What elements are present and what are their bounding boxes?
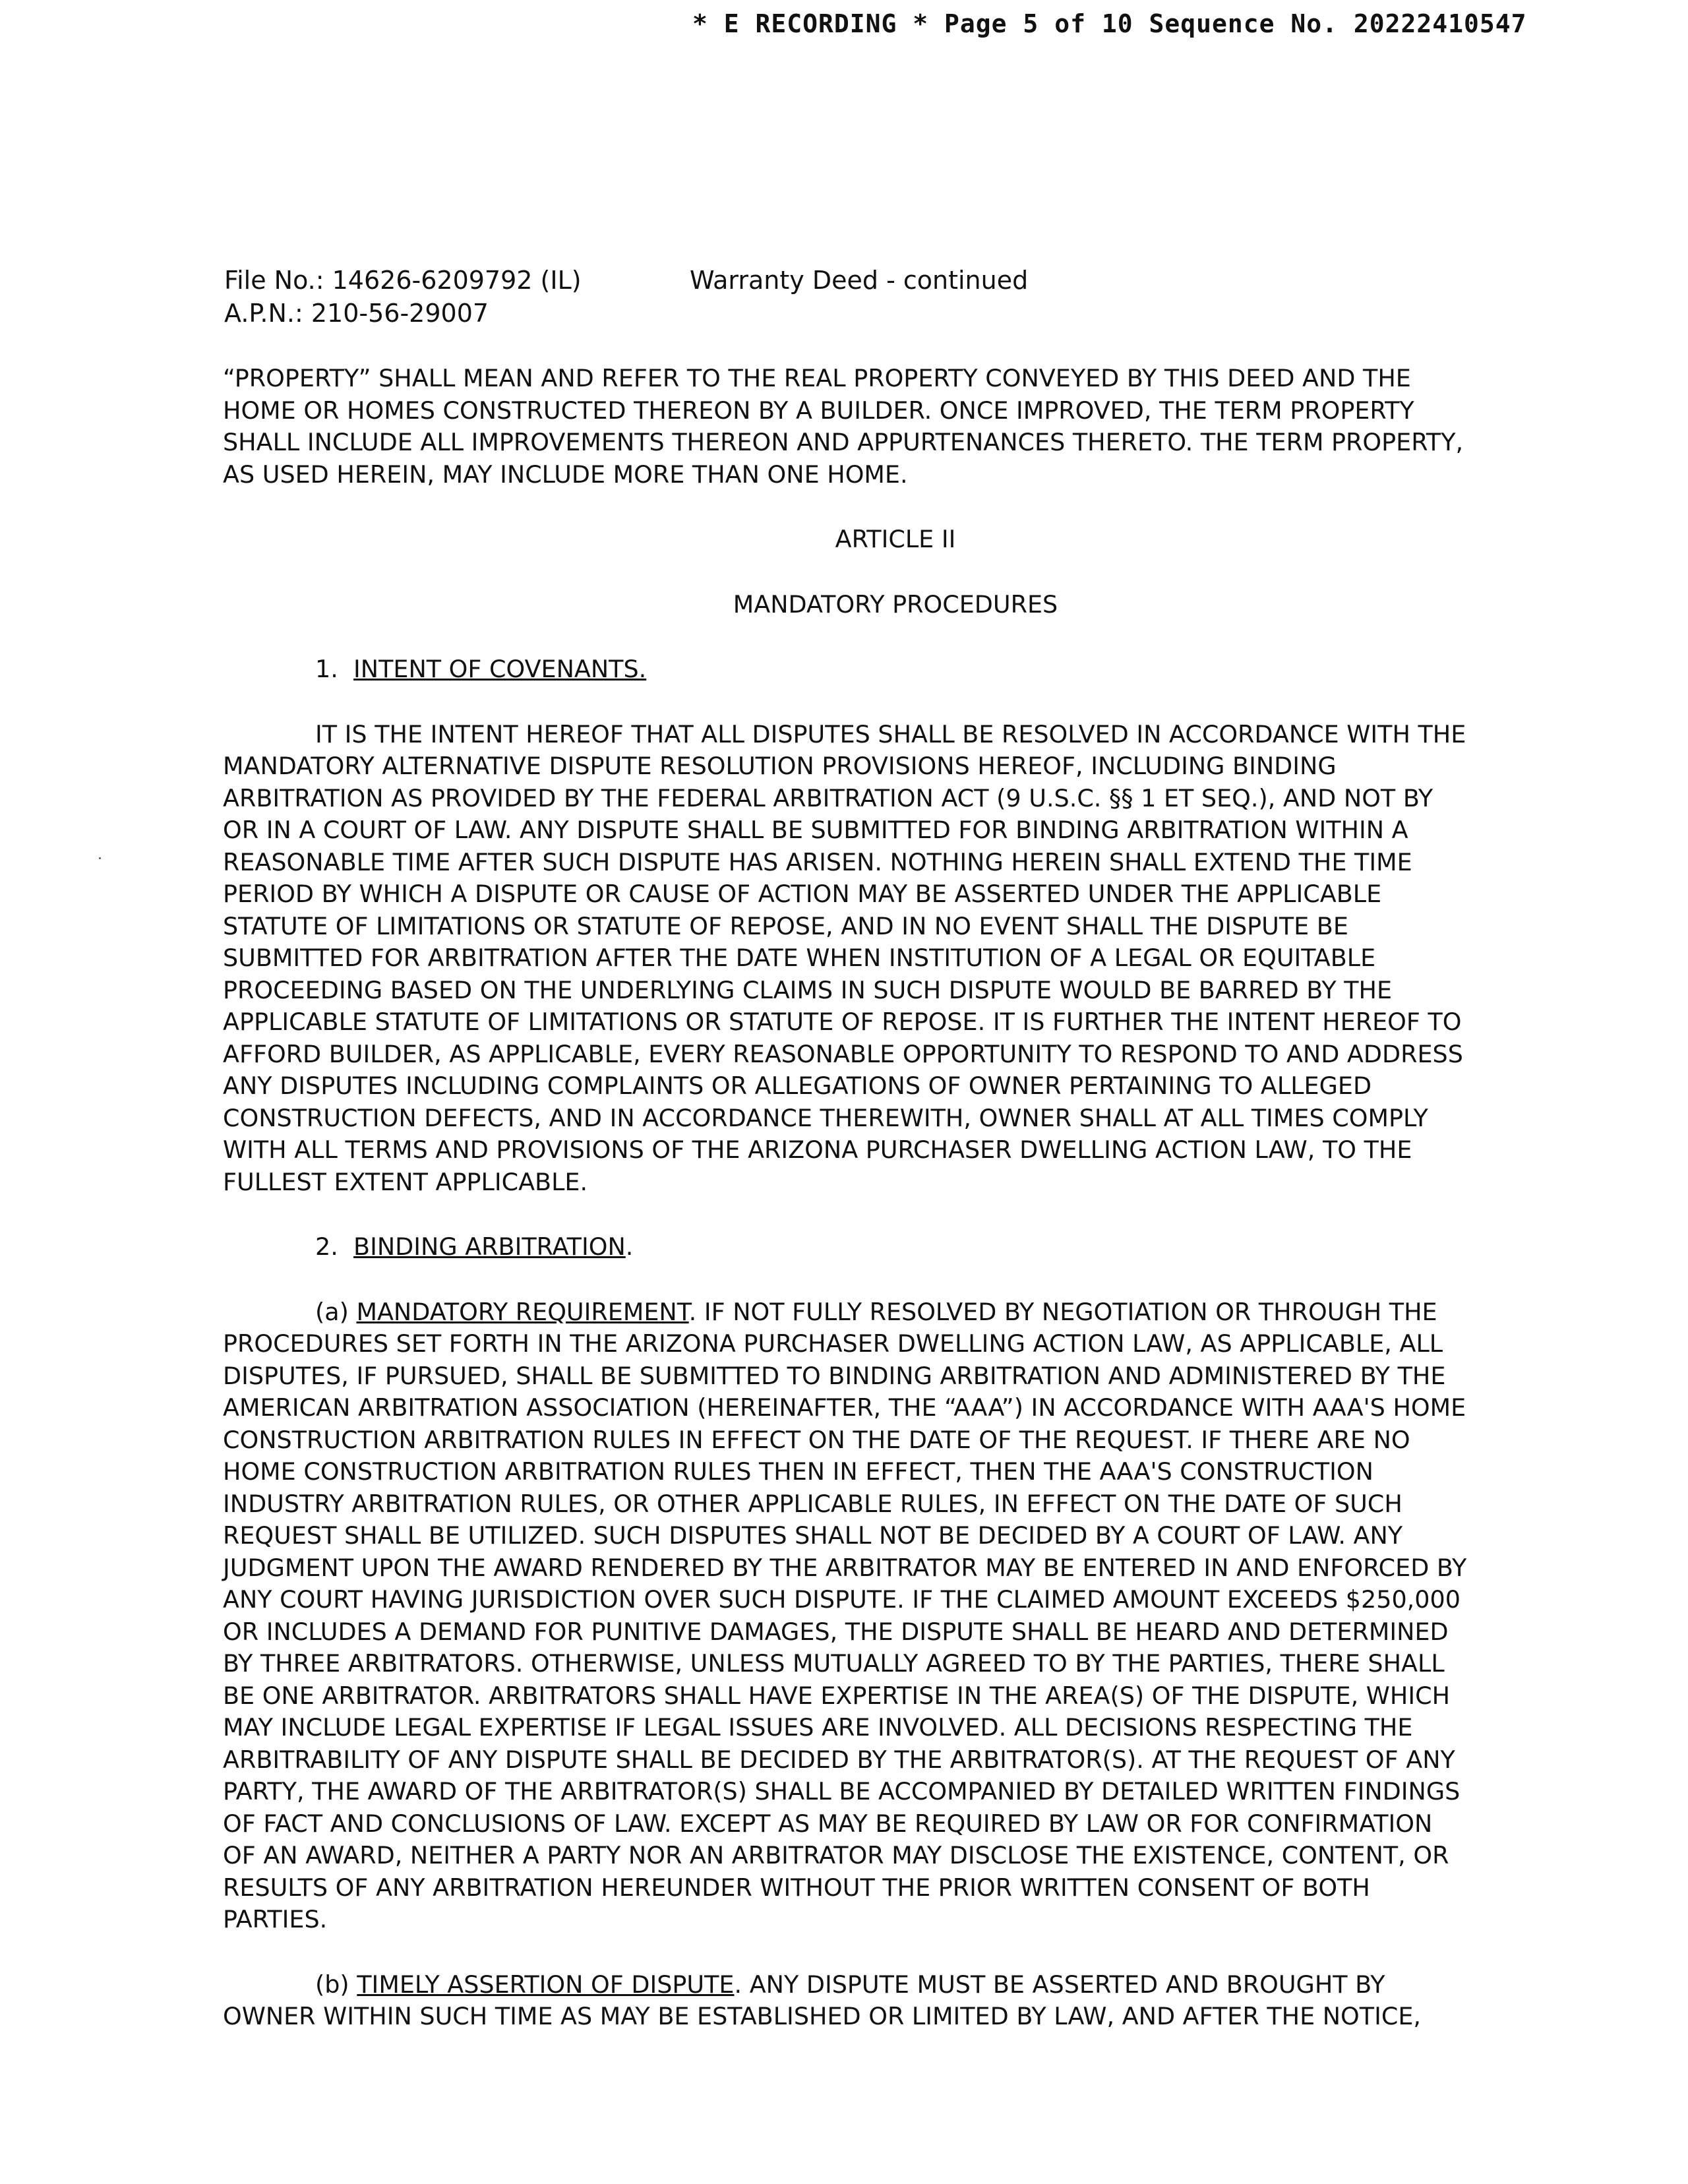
subsection-b-heading: TIMELY ASSERTION OF DISPUTE bbox=[357, 1970, 735, 1999]
section-2-title-suffix: . bbox=[625, 1232, 634, 1261]
article-subtitle: MANDATORY PROCEDURES bbox=[733, 590, 1058, 619]
subsection-a-paragraph bbox=[223, 1296, 1469, 1936]
subsection-b-label: (b) bbox=[315, 1970, 349, 1999]
file-info-block bbox=[224, 264, 582, 330]
section-2-title: BINDING ARBITRATION bbox=[353, 1232, 626, 1261]
subsection-b-text: . ANY DISPUTE MUST BE ASSERTED AND BROUGHT BY OWNER WITHIN SUCH TIME AS MAY BE ESTABLISHED OR LIMITED BY LAW, AND AFTER THE NOTICE, bbox=[223, 1970, 1421, 2030]
section-2-number: 2. bbox=[315, 1232, 338, 1261]
subsection-a-text: . IF NOT FULLY RESOLVED BY NEGOTIATION OR THROUGH THE PROCEDURES SET FORTH IN THE ARIZONA PURCHASER DWELLING ACTION LAW, AS APPLICABLE, ALL DISPUTES, IF PURSUED, SHALL BE SUBMITTED TO BINDING ARBITRATION AND ADMINISTERED BY THE AMERICAN ARBITRATION ASSOCIATION (HEREINAFTER, THE “AAA”) IN ACCORDANCE WITH AAA'S HOME CONSTRUCTION ARBITRATION RULES IN EFFECT ON THE DATE OF THE REQUEST. IF THERE ARE NO HOME CONSTRUCTION ARBITRATION RULES THEN IN EFFECT, THEN THE AAA'S CONSTRUCTION INDUSTRY ARBITRATION RULES, OR OTHER APPLICABLE RULES, IN EFFECT ON THE DATE OF SUCH REQUEST SHALL BE UTILIZED. SUCH DISPUTES SHALL NOT BE DECIDED BY A COURT OF LAW. ANY JUDGMENT UPON THE AWARD RENDERED BY THE ARBITRATOR MAY BE ENTERED IN AND ENFORCED BY ANY COURT HAVING JURISDICTION OVER SUCH DISPUTE. IF THE CLAIMED AMOUNT EXCEEDS $250,000 OR INCLUDES A DEMAND FOR PUNITIVE DAMAGES, THE DISPUTE SHALL BE HEARD AND DETERMINED BY THREE ARBITRATORS. OTHERWISE, UNLESS MUTUALLY AGREED TO BY THE PARTIES, THERE SHALL BE ONE ARBITRATOR. ARBITRATORS SHALL HAVE EXPERTISE IN THE AREA(S) OF THE DISPUTE, WHICH MAY INCLUDE LEGAL EXPERTISE IF LEGAL ISSUES ARE INVOLVED. ALL DECISIONS RESPECTING THE ARBITRABILITY OF ANY DISPUTE SHALL BE DECIDED BY THE ARBITRATOR(S). AT THE REQUEST OF ANY PARTY, THE AWARD OF THE ARBITRATOR(S) SHALL BE ACCOMPANIED BY DETAILED WRITTEN FINDINGS OF FACT AND CONCLUSIONS OF LAW. EXCEPT AS MAY BE REQUIRED BY LAW OR FOR CONFIRMATION OF AN AWARD, NEITHER A PARTY NOR AN ARBITRATOR MAY DISCLOSE THE EXISTENCE, CONTENT, OR RESULTS OF ANY ARBITRATION HEREUNDER WITHOUT THE PRIOR WRITTEN CONSENT OF BOTH PARTIES. bbox=[223, 1297, 1467, 1933]
subsection-b-paragraph bbox=[223, 1969, 1469, 2033]
article-title: ARTICLE II bbox=[835, 525, 956, 553]
section-1-paragraph: IT IS THE INTENT HEREOF THAT ALL DISPUTES SHALL BE RESOLVED IN ACCORDANCE WITH THE MANDATORY ALTERNATIVE DISPUTE RESOLUTION PROVISIONS HEREOF, INCLUDING BINDING ARBITRATION AS PROVIDED BY THE FEDERAL ARBITRATION ACT (9 U.S.C. §§ 1 ET SEQ.), AND NOT BY OR IN A COURT OF LAW. ANY DISPUTE SHALL BE SUBMITTED FOR BINDING ARBITRATION WITHIN A REASONABLE TIME AFTER SUCH DISPUTE HAS ARISEN. NOTHING HEREIN SHALL EXTEND THE TIME PERIOD BY WHICH A DISPUTE OR CAUSE OF ACTION MAY BE ASSERTED UNDER THE APPLICABLE STATUTE OF LIMITATIONS OR STATUTE OF REPOSE, AND IN NO EVENT SHALL THE DISPUTE BE SUBMITTED FOR ARBITRATION AFTER THE DATE WHEN INSTITUTION OF A LEGAL OR EQUITABLE PROCEEDING BASED ON THE UNDERLYING CLAIMS IN SUCH DISPUTE WOULD BE BARRED BY THE APPLICABLE STATUTE OF LIMITATIONS OR STATUTE OF REPOSE. IT IS FURTHER THE INTENT HEREOF TO AFFORD BUILDER, AS APPLICABLE, EVERY REASONABLE OPPORTUNITY TO RESPOND TO AND ADDRESS ANY DISPUTES INCLUDING COMPLAINTS OR ALLEGATIONS OF OWNER PERTAINING TO ALLEGED CONSTRUCTION DEFECTS, AND IN ACCORDANCE THEREWITH, OWNER SHALL AT ALL TIMES COMPLY WITH ALL TERMS AND PROVISIONS OF THE ARIZONA PURCHASER DWELLING ACTION LAW, TO THE FULLEST EXTENT APPLICABLE. bbox=[223, 719, 1466, 1196]
section-1-number: 1. bbox=[315, 655, 338, 683]
document-body bbox=[223, 363, 1469, 2033]
subsection-a-label: (a) bbox=[315, 1297, 349, 1326]
apn-number: A.P.N.: 210-56-29007 bbox=[224, 299, 489, 328]
section-2-heading bbox=[223, 1231, 1469, 1263]
subsection-a-heading: MANDATORY REQUIREMENT bbox=[356, 1297, 689, 1326]
section-1-title: INTENT OF COVENANTS. bbox=[353, 655, 647, 683]
document-title: Warranty Deed - continued bbox=[690, 266, 1029, 295]
property-definition-paragraph: “PROPERTY” SHALL MEAN AND REFER TO THE REAL PROPERTY CONVEYED BY THIS DEED AND THE HOME OR HOMES CONSTRUCTED THEREON BY A BUILDER. ONCE IMPROVED, THE TERM PROPERTY SHALL INCLUDE ALL IMPROVEMENTS THEREON AND APPURTENANCES THERETO. THE TERM PROPERTY, AS USED HEREIN, MAY INCLUDE MORE THAN ONE HOME. bbox=[223, 364, 1464, 489]
file-number: File No.: 14626-6209792 (IL) bbox=[224, 266, 582, 295]
recording-stamp: * E RECORDING * Page 5 of 10 Sequence No. 20222410547 bbox=[692, 9, 1527, 38]
scan-artifact-dot bbox=[99, 857, 101, 859]
section-1-heading bbox=[223, 653, 1469, 686]
